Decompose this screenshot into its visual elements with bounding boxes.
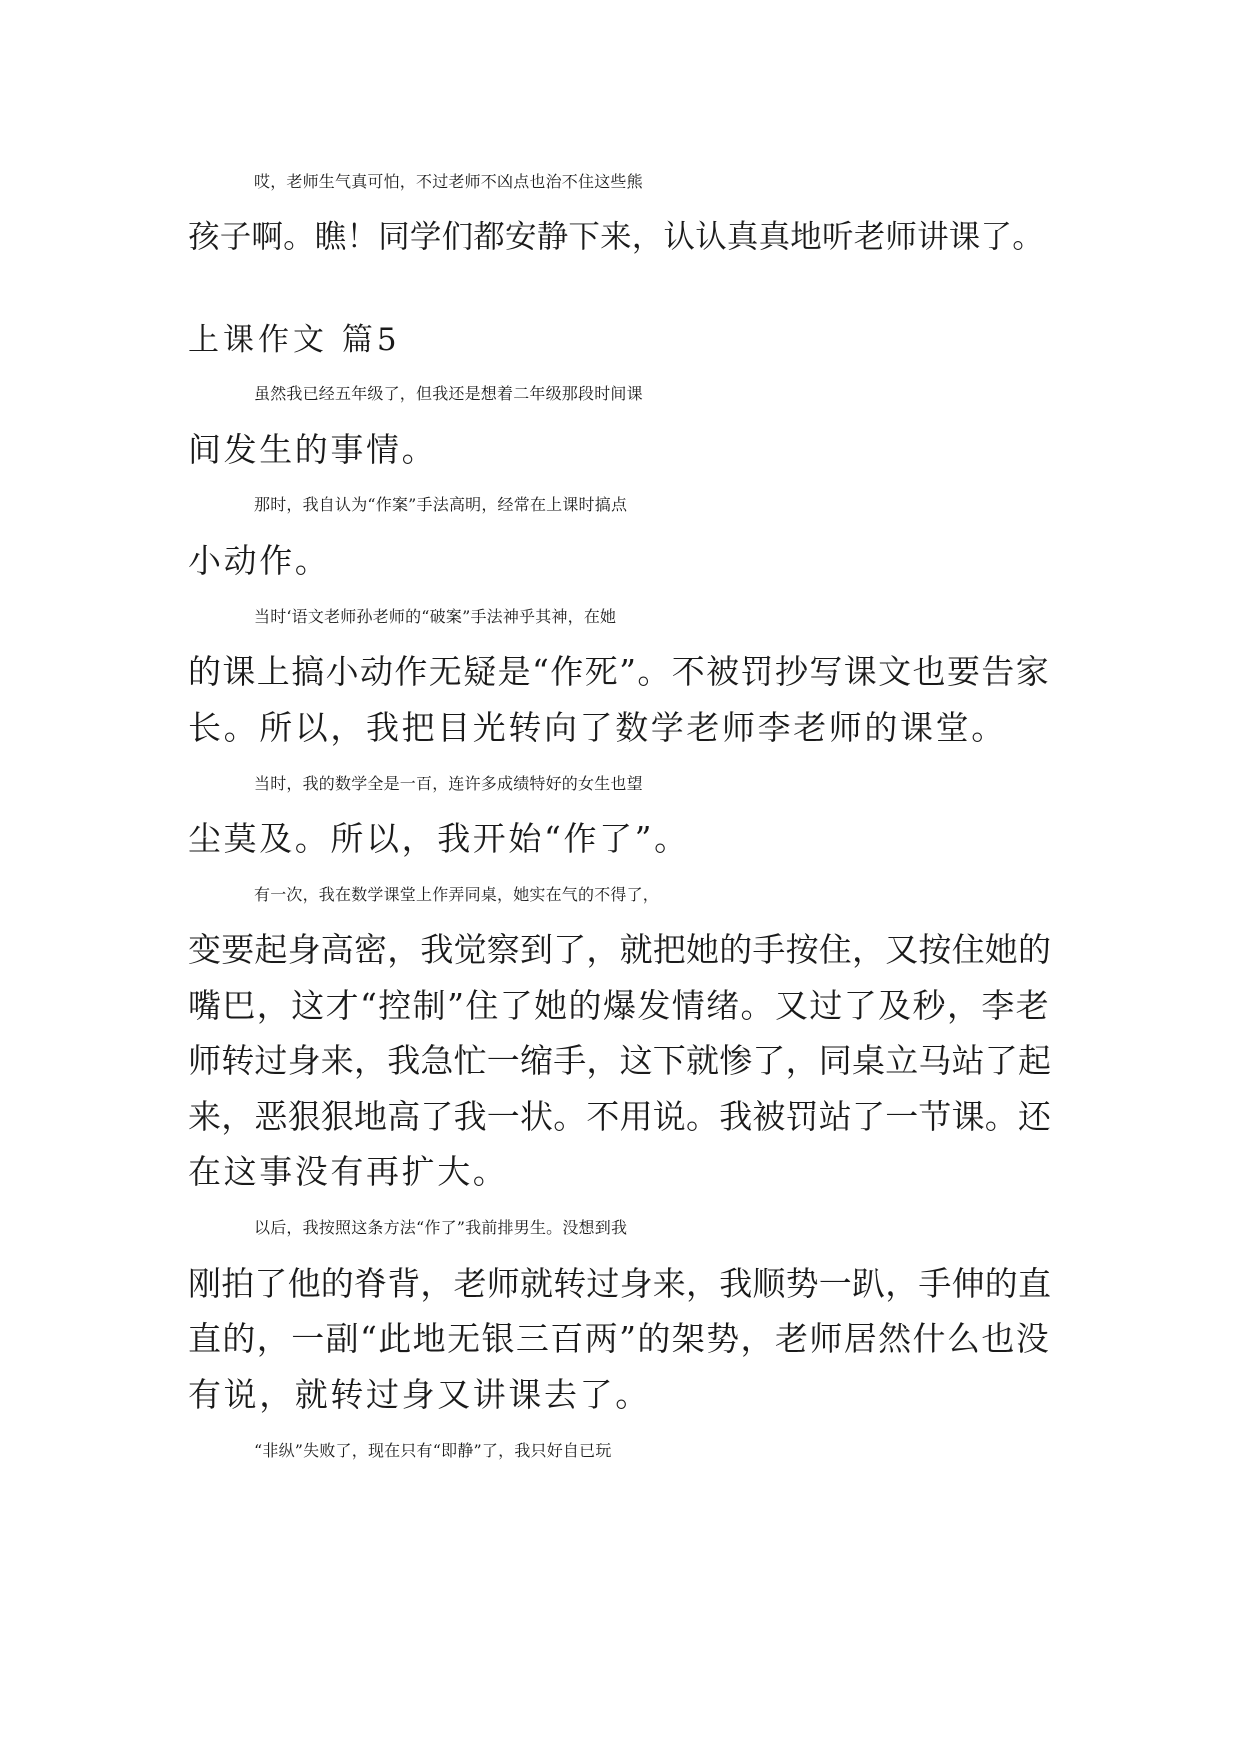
- paragraph-line: 孩子啊。瞧！同学们都安静下来，认认真真地听老师讲课了。: [188, 219, 1044, 255]
- paragraph-line: 师转过身来，我急忙一缩手，这下就惨了，同桌立马站了起: [188, 1041, 1052, 1080]
- paragraph-line: 以后，我按照这条方法“作了”我前排男生。没想到我: [254, 1218, 628, 1237]
- paragraph-line: 那时，我自认为“作案”手法高明，经常在上课时搞点: [254, 495, 628, 514]
- paragraph-line: 刚拍了他的脊背，老师就转过身来，我顺势一趴，手伸的直: [188, 1264, 1052, 1303]
- paragraph-line: 变要起身高密，我觉察到了，就把她的手按住，又按住她的: [188, 930, 1052, 969]
- paragraph-line: 有说，就转过身又讲课去了。: [188, 1375, 651, 1414]
- paragraph-line: 间发生的事情。: [188, 430, 438, 469]
- paragraph-line: 嘴巴，这才“控制”住了她的爆发情绪。又过了及秒，李老: [188, 986, 1051, 1025]
- paragraph-line: 有一次，我在数学课堂上作弄同桌，她实在气的不得了，: [254, 885, 660, 904]
- paragraph-line: 直的，一副“此地无银三百两”的架势，老师居然什么也没: [188, 1319, 1051, 1358]
- paragraph-line: 小动作。: [188, 541, 331, 580]
- paragraph-line: 在这事没有再扩大。: [188, 1152, 509, 1191]
- paragraph-line: 当时，我的数学全是一百，连许多成绩特好的女生也望: [254, 774, 643, 793]
- paragraph-line: 的课上搞小动作无疑是“作死”。不被罚抄写课文也要告家: [188, 652, 1051, 691]
- paragraph-line: 哎，老师生气真可怕，不过老师不凶点也治不住这些熊: [254, 172, 643, 191]
- paragraph-line: 长。所以，我把目光转向了数学老师李老师的课堂。: [188, 708, 1007, 747]
- paragraph-line: 尘莫及。所以，我开始“作了”。: [188, 819, 690, 858]
- paragraph-line: 来，恶狠狠地高了我一状。不用说。我被罚站了一节课。还: [188, 1097, 1052, 1136]
- paragraph-line: 虽然我已经五年级了，但我还是想着二年级那段时间课: [254, 384, 643, 403]
- paragraph-line: “非纵”失败了，现在只有“即静”了，我只好自已玩: [254, 1441, 612, 1460]
- section-heading: 上课作文 篇5: [188, 322, 401, 358]
- paragraph-line: 当时‘语文老师孙老师的“破案”手法神乎其神，在她: [254, 607, 617, 626]
